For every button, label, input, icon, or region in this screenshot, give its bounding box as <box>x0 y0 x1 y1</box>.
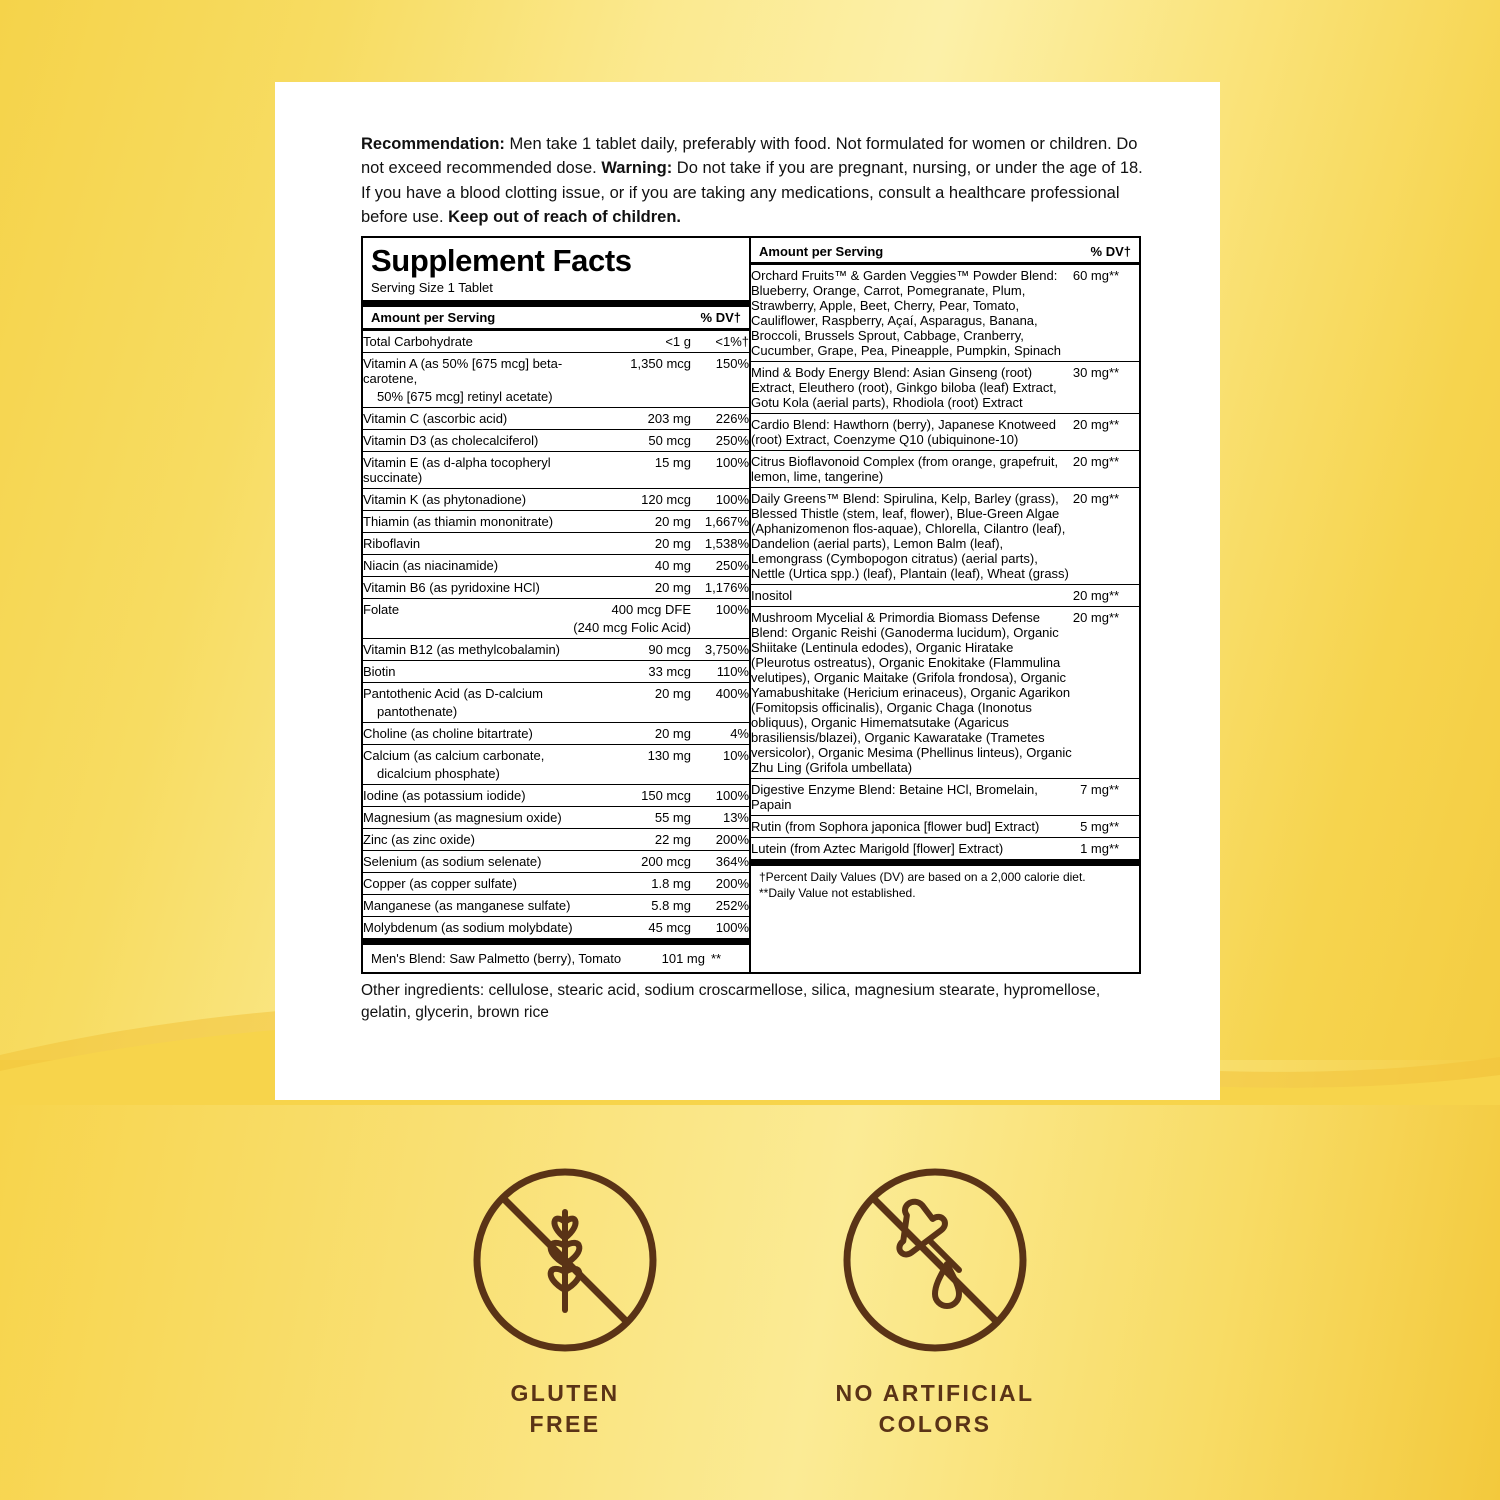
recommendation-body-1: Men take 1 tablet daily, preferably with food. Not formulated for women or children. Do not exceed recommended dose. <box>361 135 1138 178</box>
blend-name: Mind & Body Energy Blend: Asian Ginseng (root) Extract, Eleuthero (root), Ginkgo biloba (leaf) Extract, Gotu Kola (aerial parts), Rhodiola (root) Extract <box>751 362 1073 414</box>
table-row-continuation <box>363 704 749 723</box>
table-row <box>751 585 1139 607</box>
badge-gluten-free <box>445 1160 685 1440</box>
blend-amount: 20 mg <box>1073 585 1109 607</box>
blend-dv: ** <box>1109 451 1139 488</box>
nutrient-table <box>363 331 749 938</box>
wheat-crossed-icon <box>465 1160 665 1360</box>
nutrient-name: Vitamin B12 (as methylcobalamin) <box>363 639 573 661</box>
blend-amount: 5 mg <box>1073 816 1109 838</box>
supplement-facts-right-column <box>751 238 1139 905</box>
left-table-header <box>363 307 749 328</box>
nutrient-dv: 364% <box>691 851 749 873</box>
nutrient-amount-line2: (240 mcg Folic Acid) <box>573 620 691 635</box>
nutrient-amount: 45 mcg <box>573 917 691 939</box>
table-row <box>751 816 1139 838</box>
nutrient-amount: 1.8 mg <box>573 873 691 895</box>
badge-no-artificial-colors <box>815 1160 1055 1440</box>
table-row-continuation <box>363 766 749 785</box>
table-row <box>363 829 749 851</box>
divider-thick-right <box>751 859 1139 866</box>
nutrient-name: Total Carbohydrate <box>363 334 473 349</box>
table-row-continuation <box>363 620 749 639</box>
nutrient-dv: 226% <box>691 408 749 430</box>
nutrient-amount: 120 mcg <box>573 489 691 511</box>
table-row <box>363 430 749 452</box>
nutrient-amount: 15 mg <box>573 452 691 489</box>
table-row <box>363 785 749 807</box>
blend-amount: 20 mg <box>1073 451 1109 488</box>
table-row <box>363 683 749 705</box>
label-panel <box>275 82 1220 1100</box>
table-row <box>751 838 1139 860</box>
divider-thick-bottom <box>363 938 749 945</box>
nutrient-dv: 200% <box>691 829 749 851</box>
recommendation-label: Recommendation: <box>361 135 505 153</box>
blend-dv: ** <box>1109 607 1139 779</box>
nutrient-dv: <1%† <box>715 334 749 349</box>
nutrient-name: Niacin (as niacinamide) <box>363 555 573 577</box>
nutrient-name: Vitamin E (as d-alpha tocopheryl succinate) <box>363 452 573 489</box>
nutrient-dv: 1,667% <box>691 511 749 533</box>
table-row <box>363 408 749 430</box>
nutrient-name: Riboflavin <box>363 533 573 555</box>
badge-gluten-free-label <box>445 1378 685 1440</box>
footnotes <box>751 866 1139 905</box>
table-row <box>363 639 749 661</box>
nutrient-amount: 55 mg <box>573 807 691 829</box>
serving-size: Serving Size 1 Tablet <box>371 280 493 295</box>
nutrient-amount: 200 mcg <box>573 851 691 873</box>
nutrient-dv: 100% <box>691 599 749 621</box>
nutrient-dv: 100% <box>691 452 749 489</box>
nutrient-name: Biotin <box>363 661 573 683</box>
percent-dv-label-right: % DV† <box>1090 244 1131 259</box>
supplement-facts-panel <box>361 236 1141 974</box>
table-row <box>363 895 749 917</box>
table-row <box>363 917 749 939</box>
nutrient-amount: 1,350 mcg <box>573 353 691 390</box>
table-row <box>363 577 749 599</box>
nutrient-name: Folate <box>363 599 573 621</box>
blend-dv: ** <box>1109 268 1120 283</box>
nutrient-name-line2: dicalcium phosphate) <box>377 766 500 781</box>
nutrient-name: Molybdenum (as sodium molybdate) <box>363 917 573 939</box>
nutrient-dv: 3,750% <box>691 639 749 661</box>
table-row <box>751 362 1139 414</box>
nutrient-name: Vitamin D3 (as cholecalciferol) <box>363 430 573 452</box>
nutrient-amount: 20 mg <box>573 577 691 599</box>
badge-label-line1: GLUTEN <box>510 1379 620 1406</box>
blend-name: Orchard Fruits™ & Garden Veggies™ Powder Blend: Blueberry, Orange, Carrot, Pomegranate, Plum, Strawberry, Apple, Beet, Cherry, Pear, Tomato, Cauliflower, Raspberry, Açaí, Asparagus, Banana, Broccoli, Brussels Sprout, Cabbage, Cranberry, Cucumber, Grape, Pea, Pineapple, Pumpkin, Spinach <box>751 268 1062 358</box>
nutrient-dv: 400% <box>691 683 749 705</box>
nutrient-amount: 20 mg <box>573 511 691 533</box>
nutrient-amount: 22 mg <box>573 829 691 851</box>
blend-name: Cardio Blend: Hawthorn (berry), Japanese Knotweed (root) Extract, Coenzyme Q10 (ubiquinone-10) <box>751 414 1073 451</box>
nutrient-name: Pantothenic Acid (as D-calcium <box>363 683 573 705</box>
nutrient-name-line2: 50% [675 mcg] retinyl acetate) <box>377 389 553 404</box>
keep-out-of-reach-label: Keep out of reach of children. <box>448 208 682 227</box>
table-row <box>751 414 1139 451</box>
mens-blend-amount: 101 mg <box>661 951 705 966</box>
mens-blend-name: Men's Blend: Saw Palmetto (berry), Tomato <box>371 951 622 966</box>
blend-dv: ** <box>1109 816 1139 838</box>
nutrient-dv: 200% <box>691 873 749 895</box>
table-row <box>363 533 749 555</box>
nutrient-dv: 252% <box>691 895 749 917</box>
table-row <box>363 452 749 489</box>
blend-dv: ** <box>1109 488 1139 585</box>
nutrient-dv: 10% <box>691 745 749 767</box>
nutrient-name: Vitamin K (as phytonadione) <box>363 489 573 511</box>
blend-name: Mushroom Mycelial & Primordia Biomass Defense Blend: Organic Reishi (Ganoderma lucidum), Organic Shiitake (Lentinula edodes), Organic Hiratake (Pleurotus ostreatus), Organic Enokitake (Flammulina velutipes), Organic Maitake (Grifola frondosa), Organic Yamabushitake (Hericium erinaceus), Organic Agarikon (Fomitopsis officinalis), Organic Chaga (Inonotus obliquus), Organic Himematsutake (Agaricus brasiliensis/blazei), Organic Kawaratake (Trametes versicolor), Organic Mesima (Phellinus linteus), Organic Zhu Ling (Grifola umbellata) <box>751 607 1073 779</box>
badge-label-line2: COLORS <box>878 1410 992 1437</box>
nutrient-name: Manganese (as manganese sulfate) <box>363 895 573 917</box>
nutrient-amount: 50 mcg <box>573 430 691 452</box>
table-row <box>363 599 749 621</box>
nutrient-dv: 4% <box>691 723 749 745</box>
blend-dv: ** <box>1109 414 1139 451</box>
nutrient-dv: 1,538% <box>691 533 749 555</box>
nutrient-dv: 13% <box>691 807 749 829</box>
blend-dv: ** <box>1109 362 1139 414</box>
blend-dv: ** <box>1109 585 1139 607</box>
mens-blend-row <box>363 945 749 972</box>
blend-amount: 7 mg <box>1073 779 1109 816</box>
table-row <box>363 489 749 511</box>
nutrient-amount: 20 mg <box>573 533 691 555</box>
table-row <box>363 353 749 390</box>
nutrient-amount: 20 mg <box>573 723 691 745</box>
table-row <box>751 451 1139 488</box>
nutrient-amount: 5.8 mg <box>573 895 691 917</box>
nutrient-name: Iodine (as potassium iodide) <box>363 785 573 807</box>
blend-name: Citrus Bioflavonoid Complex (from orange, grapefruit, lemon, lime, tangerine) <box>751 451 1073 488</box>
table-row <box>363 723 749 745</box>
blend-name: Digestive Enzyme Blend: Betaine HCl, Bromelain, Papain <box>751 779 1073 816</box>
blend-amount: 20 mg <box>1073 414 1109 451</box>
nutrient-name: Selenium (as sodium selenate) <box>363 851 573 873</box>
nutrient-amount: 40 mg <box>573 555 691 577</box>
nutrient-name: Magnesium (as magnesium oxide) <box>363 807 573 829</box>
supplement-facts-left-column <box>363 238 751 972</box>
table-row <box>363 745 749 767</box>
nutrient-name: Thiamin (as thiamin mononitrate) <box>363 511 573 533</box>
blend-amount: 20 mg <box>1073 607 1109 779</box>
warning-label: Warning: <box>601 159 673 178</box>
nutrient-name: Vitamin A (as 50% [675 mcg] beta-carotene, <box>363 353 573 390</box>
blend-table <box>751 265 1139 859</box>
nutrient-dv: 250% <box>691 430 749 452</box>
table-row <box>363 511 749 533</box>
nutrient-dv: 250% <box>691 555 749 577</box>
nutrient-amount: 90 mcg <box>573 639 691 661</box>
nutrient-name: Copper (as copper sulfate) <box>363 873 573 895</box>
nutrient-name: Zinc (as zinc oxide) <box>363 829 573 851</box>
badge-label-line2: FREE <box>529 1410 601 1437</box>
mens-blend-dv: ** <box>711 951 722 966</box>
nutrient-amount: <1 g <box>665 334 691 349</box>
amount-per-serving-label-right: Amount per Serving <box>759 244 884 259</box>
nutrient-amount: 203 mg <box>573 408 691 430</box>
table-row <box>363 555 749 577</box>
blend-name: Inositol <box>751 585 1073 607</box>
table-row <box>751 488 1139 585</box>
table-row <box>363 851 749 873</box>
nutrient-amount: 33 mcg <box>573 661 691 683</box>
blend-dv: ** <box>1109 838 1139 860</box>
blend-amount: 60 mg <box>1072 268 1109 283</box>
percent-dv-label: % DV† <box>700 310 741 325</box>
table-row <box>751 265 1139 362</box>
table-row <box>751 779 1139 816</box>
amount-per-serving-label: Amount per Serving <box>371 310 496 325</box>
recommendation-text <box>361 132 1143 230</box>
other-ingredients-text: Other ingredients: cellulose, stearic acid, sodium croscarmellose, silica, magnesium stearate, hypromellose, gelatin, glycerin, brown rice <box>361 982 1101 1021</box>
table-row <box>751 607 1139 779</box>
badge-no-artificial-colors-label <box>815 1378 1055 1440</box>
table-row-continuation <box>363 389 749 408</box>
table-row <box>363 873 749 895</box>
blend-name: Rutin (from Sophora japonica [flower bud] Extract) <box>751 816 1073 838</box>
nutrient-amount: 400 mcg DFE <box>573 599 691 621</box>
blend-amount: 30 mg <box>1073 362 1109 414</box>
nutrient-dv: 100% <box>691 785 749 807</box>
divider-thick <box>363 300 749 307</box>
nutrient-name-line2: pantothenate) <box>377 704 458 719</box>
nutrient-dv: 1,176% <box>691 577 749 599</box>
dropper-crossed-icon <box>835 1160 1035 1360</box>
table-row <box>363 661 749 683</box>
badge-row <box>0 1160 1500 1440</box>
blend-name: Lutein (from Aztec Marigold [flower] Extract) <box>751 838 1073 860</box>
blend-dv: ** <box>1109 779 1139 816</box>
blend-name: Daily Greens™ Blend: Spirulina, Kelp, Barley (grass), Blessed Thistle (stem, leaf, flower), Blue-Green Algae (Aphanizomenon flos-aquae), Chlorella, Cilantro (leaf), Dandelion (aerial parts), Lemon Balm (leaf), Lemongrass (Cymbopogon citratus) (aerial parts), Nettle (Urtica spp.) (leaf), Plantain (leaf), Wheat (grass) <box>751 488 1073 585</box>
blend-amount: 1 mg <box>1073 838 1109 860</box>
badge-label-line1: NO ARTIFICIAL <box>835 1379 1035 1406</box>
nutrient-name: Calcium (as calcium carbonate, <box>363 745 573 767</box>
blend-amount: 20 mg <box>1073 488 1109 585</box>
supplement-facts-title: Supplement Facts <box>371 243 632 278</box>
recommendation-body-2: Do not take if you are pregnant, nursing, or under the age of 18. If you have a blood clotting issue, or if you are taking any medications, consult a healthcare professional before use. <box>361 159 1143 227</box>
nutrient-dv: 110% <box>691 661 749 683</box>
nutrient-amount: 20 mg <box>573 683 691 705</box>
footnote-daily-values: †Percent Daily Values (DV) are based on a 2,000 calorie diet. <box>759 870 1086 884</box>
footnote-dv-not-established: **Daily Value not established. <box>759 885 916 900</box>
nutrient-amount: 150 mcg <box>573 785 691 807</box>
nutrient-name: Vitamin C (ascorbic acid) <box>363 408 573 430</box>
nutrient-dv: 100% <box>691 489 749 511</box>
nutrient-dv: 150% <box>691 353 749 390</box>
nutrient-dv: 100% <box>691 917 749 939</box>
table-row <box>363 807 749 829</box>
nutrient-name: Choline (as choline bitartrate) <box>363 723 573 745</box>
nutrient-amount: 130 mg <box>573 745 691 767</box>
right-table-header <box>751 238 1139 262</box>
table-row <box>363 331 749 353</box>
nutrient-name: Vitamin B6 (as pyridoxine HCl) <box>363 577 573 599</box>
